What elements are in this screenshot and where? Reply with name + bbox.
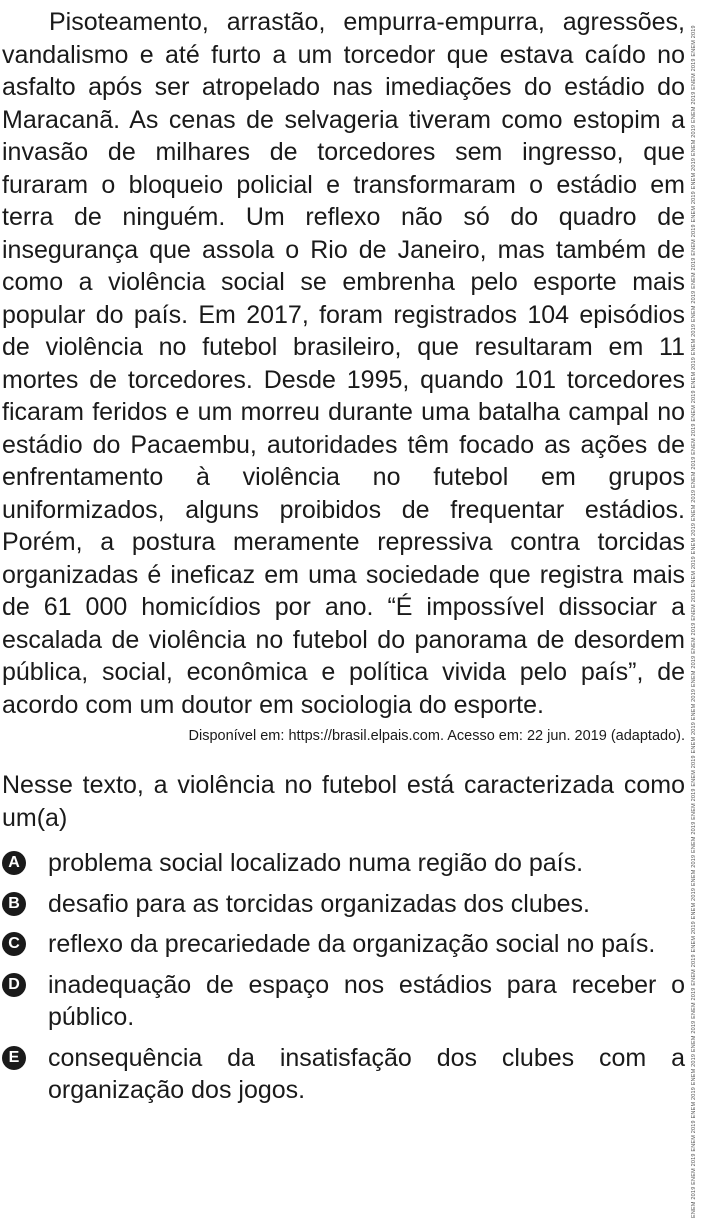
- reading-passage: Pisoteamento, arrastão, empurra-empurra, agressões, vandalismo e até furto a um torcedor que estava caído no asfalto após ser atropelado nas imediações do estádio do Maracanã. As cenas de selvageria tiveram como estopim a invasão de milhares de torcedores sem ingresso, que furaram o bloqueio policial e transformaram o estádio em terra de ninguém. Um reflexo não só do quadro de insegurança que assola o Rio de Janeiro, mas também de como a violência social se embrenha pelo esporte mais popular do país. Em 2017, foram registrados 104 episódios de violência no futebol brasileiro, que resultaram em 11 mortes de torcedores. Desde 1995, quando 101 torcedores ficaram feridos e um morreu durante uma batalha campal no estádio do Pacaembu, autoridades têm focado as ações de enfrentamento à violência no futebol em grupos uniformizados, alguns proibidos de frequentar estádios. Porém, a postura meramente repressiva contra torcidas organizadas é ineficaz em uma sociedade que registra mais de 61 000 homicídios por ano. “É impossível dissociar a escalada de violência no futebol do panorama de desordem pública, social, econômica e política vivida pelo país”, de acordo com um doutor em sociologia do esporte.: [2, 8, 685, 719]
- option-b-letter-icon: B: [2, 892, 26, 916]
- question-content: [2, 6, 685, 1115]
- option-a-letter-icon: A: [2, 851, 26, 875]
- option-e[interactable]: [2, 1042, 685, 1107]
- option-a[interactable]: [2, 847, 685, 880]
- option-d-text: inadequação de espaço nos estádios para receber o público.: [48, 970, 685, 1031]
- option-a-text: problema social localizado numa região do país.: [48, 849, 584, 877]
- option-b[interactable]: [2, 888, 685, 921]
- option-e-text: consequência da insatisfação dos clubes com a organização dos jogos.: [48, 1043, 685, 1104]
- option-d[interactable]: [2, 969, 685, 1034]
- source-citation: Disponível em: https://brasil.elpais.com. Acesso em: 22 jun. 2019 (adaptado).: [188, 728, 685, 744]
- option-d-letter-icon: D: [2, 973, 26, 997]
- security-watermark: [688, 0, 702, 1218]
- answer-options: [2, 847, 685, 1107]
- option-c[interactable]: [2, 928, 685, 961]
- watermark-text: ENEM 2019 ENEM 2019 ENEM 2019 ENEM 2019 ENEM 2019 ENEM 2019 ENEM 2019 ENEM 2019 ENEM 2019 ENEM 2019 ENEM 2019 ENEM 2019 ENEM 2019 ENEM 2019 ENEM 2019 ENEM 2019 ENEM 2019 ENEM 2019 ENEM 2019 ENEM 2019 ENEM 2019 ENEM 2019 ENEM 2019 ENEM 2019 ENEM 2019 ENEM 2019 ENEM 2019 ENEM 2019 ENEM 2019 ENEM 2019 ENEM 2019 ENEM 2019 ENEM 2019 ENEM 2019 ENEM 2019 ENEM 2019: [691, 25, 697, 1218]
- option-c-letter-icon: C: [2, 932, 26, 956]
- question-stem: Nesse texto, a violência no futebol está caracterizada como um(a): [2, 771, 685, 832]
- option-e-letter-icon: E: [2, 1046, 26, 1070]
- option-c-text: reflexo da precariedade da organização social no país.: [48, 930, 656, 958]
- option-b-text: desafio para as torcidas organizadas dos clubes.: [48, 889, 590, 918]
